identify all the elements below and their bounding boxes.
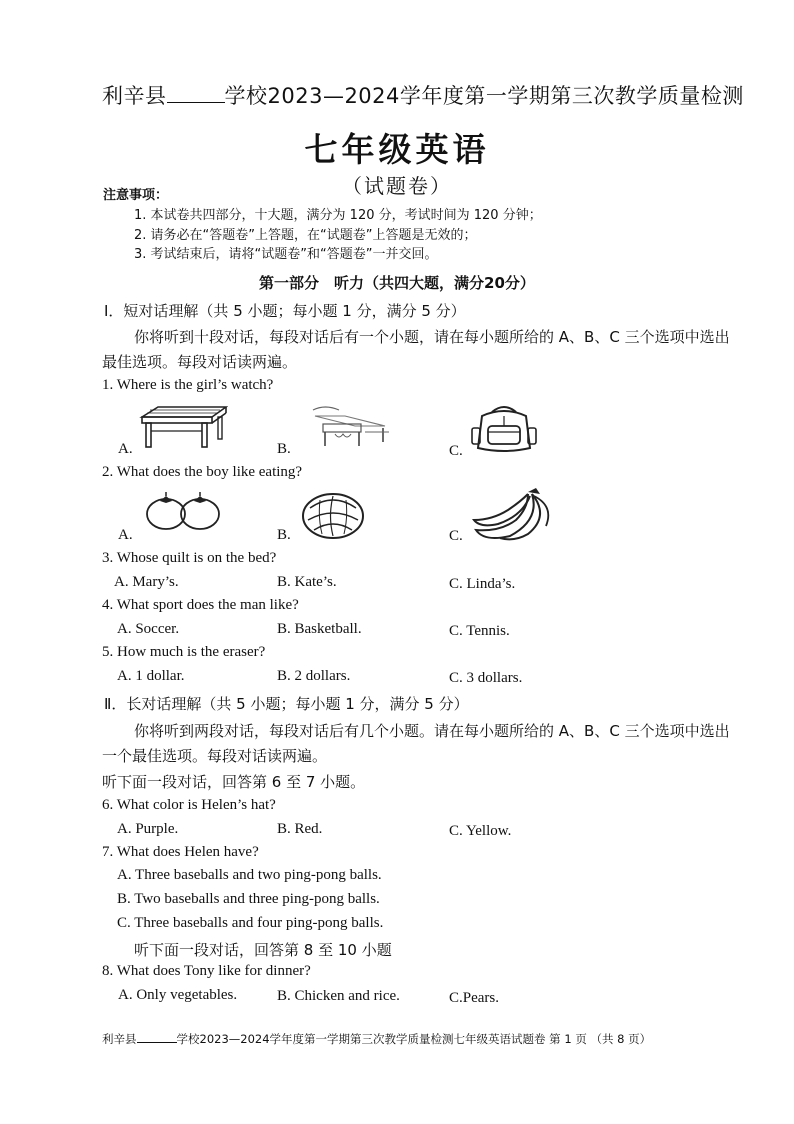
option-c: C. Linda’s.: [449, 576, 516, 592]
listen-instruction: 听下面一段对话，回答第 8 至 10 小题: [134, 941, 392, 959]
tomato-picture: [144, 492, 222, 532]
option-b-label: B.: [277, 441, 291, 457]
county-name: 利辛县: [102, 84, 167, 108]
note-item: 3. 考试结束后，请将“试题卷”和“答题卷”一并交回。: [134, 247, 438, 262]
option-a: A. Only vegetables.: [118, 987, 238, 1003]
notes-label: 注意事项：: [103, 188, 169, 203]
option-b: B. Basketball.: [277, 621, 362, 637]
note-item: 2. 请务必在“答题卷”上答题，在“试题卷”上答题是无效的；: [134, 228, 477, 243]
option-a: A. Three baseballs and two ping-pong balls.: [117, 867, 382, 883]
banana-picture: [470, 486, 554, 542]
page-title: 七年级英语: [304, 130, 490, 169]
school-blank: [167, 102, 225, 103]
option-a-label: A.: [118, 527, 133, 543]
option-a: A. 1 dollar.: [117, 668, 185, 684]
listen-instruction: 听下面一段对话，回答第 6 至 7 小题。: [102, 773, 366, 791]
option-c: C. Tennis.: [449, 623, 510, 639]
option-b-label: B.: [277, 527, 291, 543]
question-stem: 8. What does Tony like for dinner?: [102, 963, 311, 979]
option-c: C. Yellow.: [449, 823, 512, 839]
option-c: C.Pears.: [449, 990, 499, 1006]
option-c-label: C.: [449, 443, 463, 459]
option-c-label: C.: [449, 528, 463, 544]
option-b: B. 2 dollars.: [277, 668, 351, 684]
question-stem: 7. What does Helen have?: [102, 844, 259, 860]
note-item: 1. 本试卷共四部分，十大题，满分为 120 分，考试时间为 120 分钟；: [134, 208, 542, 223]
section-instruction: 最佳选项。每段对话读两遍。: [102, 353, 298, 371]
option-a-label: A.: [118, 441, 133, 457]
option-a: A. Soccer.: [117, 621, 180, 637]
question-stem: 4. What sport does the man like?: [102, 597, 299, 613]
option-c: C. 3 dollars.: [449, 670, 523, 686]
section-title: Ⅰ．短对话理解（共 5 小题；每小题 1 分，满分 5 分）: [104, 302, 466, 320]
section-instruction: 一个最佳选项。每段对话读两遍。: [102, 747, 328, 765]
page-subtitle: （试题卷）: [342, 174, 452, 198]
section-title: Ⅱ．长对话理解（共 5 小题；每小题 1 分，满分 5 分）: [104, 695, 469, 713]
footer-county: 利辛县: [102, 1032, 137, 1046]
option-c: C. Three baseballs and four ping-pong balls.: [117, 915, 384, 931]
question-stem: 2. What does the boy like eating?: [102, 464, 303, 480]
option-b: B. Kate’s.: [277, 574, 337, 590]
desk-picture: [138, 405, 228, 449]
part-heading: 第一部分 听力（共四大题，满分20分）: [259, 274, 535, 292]
footer-school-blank: [137, 1042, 177, 1043]
header-rest: 学校2023—2024学年度第一学期第三次教学质量检测: [224, 84, 744, 108]
option-b: B. Two baseballs and three ping-pong balls.: [117, 891, 380, 907]
section-instruction: 你将听到十段对话，每段对话后有一个小题，请在每小题所给的 A、B、C 三个选项中选出: [134, 328, 730, 346]
exam-header: [102, 80, 744, 110]
option-a: A. Purple.: [117, 821, 179, 837]
backpack-picture: [470, 402, 538, 454]
option-b: B. Chicken and rice.: [277, 988, 400, 1004]
question-stem: 5. How much is the eraser?: [102, 644, 266, 660]
footer-rest: 学校2023—2024学年度第一学期第三次教学质量检测七年级英语试题卷 第 1 页 （共 8 页）: [176, 1032, 652, 1046]
cabbage-picture: [298, 490, 368, 542]
question-stem: 3. Whose quilt is on the bed?: [102, 550, 277, 566]
section-instruction: 你将听到两段对话，每段对话后有几个小题。请在每小题所给的 A、B、C 三个选项中选出: [134, 722, 730, 740]
question-stem: 1. Where is the girl’s watch?: [102, 377, 274, 393]
option-a: A. Mary’s.: [114, 574, 179, 590]
option-b: B. Red.: [277, 821, 323, 837]
bed-picture: [305, 402, 393, 450]
question-stem: 6. What color is Helen’s hat?: [102, 797, 276, 813]
page-footer: [102, 1031, 651, 1047]
